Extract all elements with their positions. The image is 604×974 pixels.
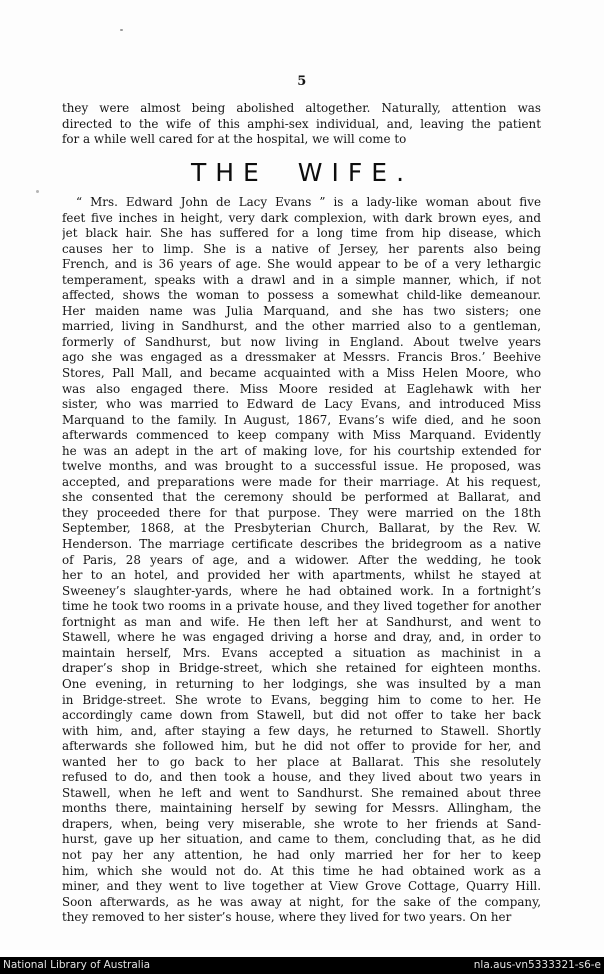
text-line: she consented that the ceremony should be performed at Ballarat, and xyxy=(62,490,541,505)
text-line: feet five inches in height, very dark complexion, with dark brown eyes, and xyxy=(62,210,541,225)
text-line: Marquand to the family. In August, 1867, Evans’s wife died, and he soon xyxy=(62,412,541,427)
text-line: Her maiden name was Julia Marquand, and she has two sisters; one xyxy=(62,303,541,318)
text-line: Stawell, where he was engaged driving a horse and dray, and, in order to xyxy=(62,630,541,645)
text-line: not pay her any attention, he had only married her for her to keep xyxy=(62,847,541,862)
text-line: French, and is 36 years of age. She would appear to be of a very lethargic xyxy=(62,257,541,272)
text-line: One evening, in returning to her lodgings, she was insulted by a man xyxy=(62,676,541,691)
text-line: they removed to her sister’s house, where they lived for two years. On her xyxy=(62,910,512,925)
text-line: drapers, when, being very miserable, she wrote to her friends at Sand- xyxy=(62,816,541,831)
library-footer-bar xyxy=(0,957,604,974)
section-heading: THE WIFE. xyxy=(190,158,414,187)
text-line: Sweeney’s slaughter-yards, where he had obtained work. In a fortnight’s xyxy=(62,583,541,598)
intro-paragraph xyxy=(62,101,541,148)
text-line: him, which she would not do. At this time he had obtained work as a xyxy=(62,863,541,878)
text-line: temperament, speaks with a drawl and in a simple manner, which, if not xyxy=(62,272,541,287)
scan-speck xyxy=(36,190,39,193)
text-line: accepted, and preparations were made for their marriage. At his request, xyxy=(62,474,541,489)
text-line: accordingly came down from Stawell, but did not offer to take her back xyxy=(62,708,541,723)
text-line: he was an adept in the art of making love, for his courtship extended for xyxy=(62,443,541,458)
text-line: miner, and they went to live together at View Grove Cottage, Quarry Hill. xyxy=(62,879,541,894)
text-line: afterwards commenced to keep company with Miss Marquand. Evidently xyxy=(62,428,541,443)
text-line: sister, who was married to Edward de Lacy Evans, and introduced Miss xyxy=(62,397,541,412)
text-line: for a while well cared for at the hospital, we will come to xyxy=(62,132,407,147)
text-line: they proceeded there for that purpose. They were married on the 18th xyxy=(62,505,541,520)
catalogue-identifier: nla.aus-vn5333321-s6-e xyxy=(473,959,601,971)
text-line: Stores, Pall Mall, and became acquainted with a Miss Helen Moore, who xyxy=(62,366,541,381)
text-line: afterwards she followed him, but he did not offer to provide for her, and xyxy=(62,739,541,754)
text-line: married, living in Sandhurst, and the other married also to a gentleman, xyxy=(62,319,541,334)
text-line: Henderson. The marriage certificate describes the bridegroom as a native xyxy=(62,537,541,552)
text-line: September, 1868, at the Presbyterian Church, Ballarat, by the Rev. W. xyxy=(62,521,541,536)
text-line: months there, maintaining herself by sewing for Messrs. Allingham, the xyxy=(62,801,541,816)
text-line: “ Mrs. Edward John de Lacy Evans ” is a lady-like woman about five xyxy=(76,195,541,209)
text-line: formerly of Sandhurst, but now living in England. About twelve years xyxy=(62,334,541,349)
text-line: twelve months, and was brought to a successful issue. He proposed, was xyxy=(62,459,541,474)
text-line: directed to the wife of this amphi-sex individual, and, leaving the patient xyxy=(62,116,541,131)
body-paragraph xyxy=(62,195,541,926)
text-line: of Paris, 28 years of age, and a widower. After the wedding, he took xyxy=(62,552,541,567)
text-line: in Bridge-street. She wrote to Evans, begging him to come to her. He xyxy=(62,692,541,707)
text-line: was also engaged there. Miss Moore resided at Eaglehawk with her xyxy=(62,381,541,396)
text-line: Stawell, when he left and went to Sandhurst. She remained about three xyxy=(62,785,541,800)
text-line: hurst, gave up her situation, and came to them, concluding that, as he did xyxy=(62,832,541,847)
text-line: Soon afterwards, as he was away at night, for the sake of the company, xyxy=(62,894,541,909)
text-line: time he took two rooms in a private house, and they lived together for another xyxy=(62,599,541,614)
text-line: ago she was engaged as a dressmaker at Messrs. Francis Bros.’ Beehive xyxy=(62,350,541,365)
scan-speck xyxy=(120,29,123,31)
text-line: fortnight as man and wife. He then left her at Sandhurst, and went to xyxy=(62,614,541,629)
text-line: maintain herself, Mrs. Evans accepted a situation as machinist in a xyxy=(62,645,541,660)
text-line: affected, shows the woman to possess a somewhat child-like demeanour. xyxy=(62,288,541,303)
library-name: National Library of Australia xyxy=(3,959,151,971)
text-line: jet black hair. She has suffered for a long time from hip disease, which xyxy=(62,226,541,241)
text-line: causes her to limp. She is a native of Jersey, her parents also being xyxy=(62,241,541,256)
text-line: her to an hotel, and provided her with apartments, whilst he stayed at xyxy=(62,568,541,583)
text-line: refused to do, and then took a house, and they lived about two years in xyxy=(62,770,541,785)
text-line: with him, and, after staying a few days, he returned to Stawell. Shortly xyxy=(62,723,541,738)
text-line: wanted her to go back to her place at Ballarat. This she resolutely xyxy=(62,754,541,769)
page-number: 5 xyxy=(297,74,307,89)
text-line: they were almost being abolished altogether. Naturally, attention was xyxy=(62,101,541,115)
text-line: draper’s shop in Bridge-street, which she retained for eighteen months. xyxy=(62,661,541,676)
